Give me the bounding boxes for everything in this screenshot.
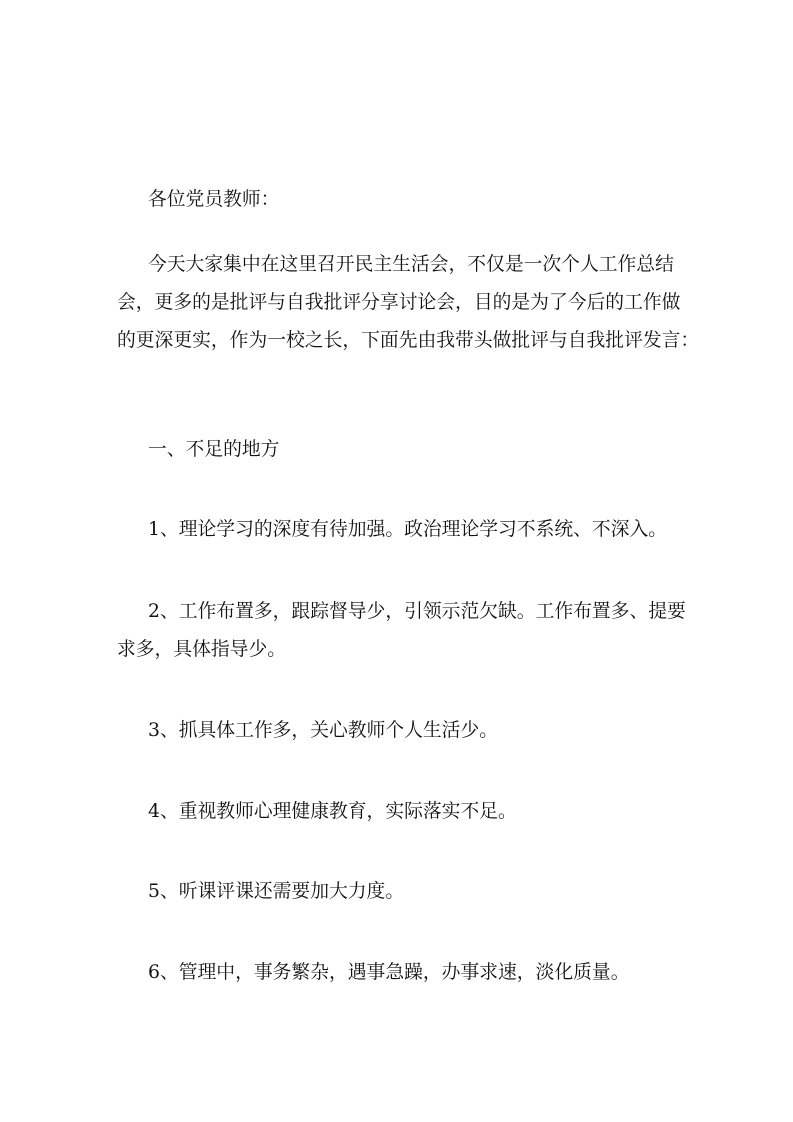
intro-line: 今天大家集中在这里召开民主生活会，不仅是一次个人工作总结 — [148, 254, 674, 275]
section-heading: 一、不足的地方 — [148, 439, 280, 460]
list-item: 4、重视教师心理健康教育，实际落实不足。 — [148, 801, 517, 822]
intro-line: 的更深更实，作为一校之长，下面先由我带头做批评与自我批评发言： — [117, 330, 700, 351]
list-item: 1、理论学习的深度有待加强。政治理论学习不系统、不深入。 — [148, 519, 668, 540]
intro-line: 会，更多的是批评与自我批评分享讨论会，目的是为了今后的工作做 — [117, 292, 681, 313]
list-item: 6、管理中，事务繁杂，遇事急躁，办事求速，淡化质量。 — [148, 962, 630, 983]
list-item: 5、听课评课还需要加大力度。 — [148, 881, 405, 902]
salutation: 各位党员教师： — [148, 189, 280, 210]
list-item: 2、工作布置多，跟踪督导少，引领示范欠缺。工作布置多、提要 — [148, 601, 686, 622]
list-item: 3、抓具体工作多，关心教师个人生活少。 — [148, 720, 499, 741]
list-item-continuation: 求多，具体指导少。 — [117, 639, 287, 660]
